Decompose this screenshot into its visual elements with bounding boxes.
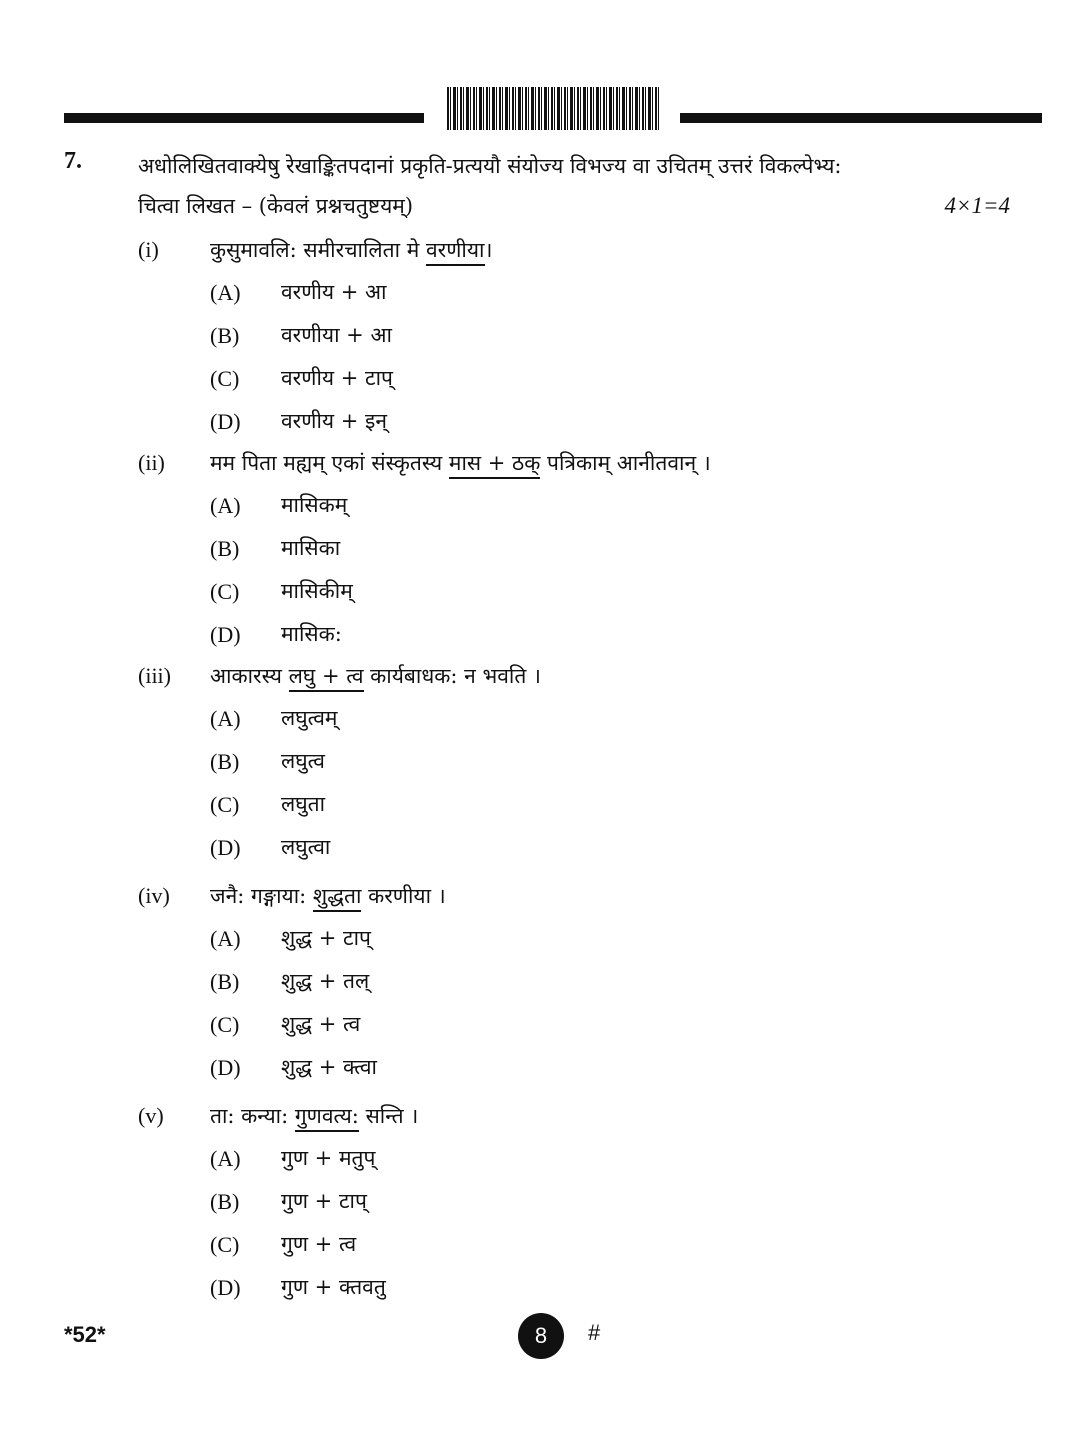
underlined-word: लघु + त्व [289,664,364,692]
subquestion-label: (v) [138,1103,164,1128]
option-text: गुण + क्तवतु [281,1275,386,1299]
subquestion-iii [138,655,1018,869]
option-text: गुण + टाप् [281,1189,367,1213]
option-label: (C) [210,366,240,391]
option-label: (A) [210,926,241,951]
hash-symbol: # [588,1320,601,1345]
underlined-word: मास + ठक् [449,451,540,479]
option-label: (C) [210,1012,240,1037]
subquestion-stem [138,655,1018,697]
subquestion-stem [138,442,1018,484]
sentence-before: आकारस्य [210,664,289,688]
option-text: लघुता [281,792,326,816]
sentence-before: कुसुमावलि: समीरचालिता मे [210,238,426,262]
option-text: वरणीय + आ [281,280,387,304]
subquestion-stem [138,229,1018,271]
option-label: (B) [210,323,240,348]
subquestion-label: (i) [138,237,159,262]
option-b[interactable] [138,740,1018,783]
option-text: गुण + त्व [281,1232,357,1256]
option-label: (B) [210,749,240,774]
subquestion-sentence [210,1095,418,1137]
option-text: लघुत्व [281,749,325,773]
sentence-after: पत्रिकाम् आनीतवान् । [540,451,711,475]
subquestion-sentence [210,229,492,271]
option-label: (B) [210,536,240,561]
subquestion-stem [138,875,1018,917]
subquestion-ii [138,442,1018,656]
instruction-line-2: चित्वा लिखत – (केवलं प्रश्नचतुष्टयम्) [138,194,414,218]
option-a[interactable] [138,271,1018,314]
option-text: लघुत्वा [281,835,331,859]
option-b[interactable] [138,960,1018,1003]
sentence-before: ता: कन्या: [210,1104,295,1128]
sentence-before: मम पिता मह्यम् एकां संस्कृतस्य [210,451,449,475]
option-text: मासिकम् [281,493,348,517]
option-text: मासिक: [281,622,342,646]
subquestion-v [138,1095,1018,1309]
option-label: (C) [210,792,240,817]
option-c[interactable] [138,1003,1018,1046]
option-d[interactable] [138,613,1018,656]
sentence-after: सन्ति । [358,1104,419,1128]
subquestion-sentence [210,442,711,484]
header-rule-right [680,113,1042,123]
underlined-word: शुद्धता [313,884,361,912]
option-text: शुद्ध + त्व [281,1012,361,1036]
option-label: (D) [210,409,241,434]
instruction-line-1: अधोलिखितवाक्येषु रेखाङ्कितपदानां प्रकृति-प्रत्ययौ संयोज्य विभज्य वा उचितम् उत्तरं विकल्पेभ्य: [138,154,842,178]
option-text: शुद्ध + टाप् [281,926,371,950]
page-number: 8 [534,1323,548,1348]
sentence-after: कार्यबाधक: न भवति । [363,664,541,688]
option-label: (C) [210,1232,240,1257]
option-b[interactable] [138,314,1018,357]
option-c[interactable] [138,1223,1018,1266]
question-number: 7. [64,148,82,174]
option-label: (D) [210,1055,241,1080]
header-rule-left [64,113,424,123]
option-label: (A) [210,706,241,731]
option-label: (D) [210,622,241,647]
option-a[interactable] [138,917,1018,960]
underlined-word: वरणीया [426,238,485,266]
sentence-after: । [484,238,493,262]
option-b[interactable] [138,527,1018,570]
subquestion-label: (iii) [138,663,171,688]
subquestion-label: (ii) [138,450,165,475]
option-label: (D) [210,835,241,860]
option-a[interactable] [138,1137,1018,1180]
option-text: शुद्ध + क्त्वा [281,1055,377,1079]
page-number-badge [518,1313,564,1359]
option-d[interactable] [138,826,1018,869]
option-b[interactable] [138,1180,1018,1223]
subquestion-i [138,229,1018,443]
subquestion-sentence [210,875,446,917]
paper-code: *52* [64,1322,106,1347]
option-label: (B) [210,969,240,994]
barcode-icon [447,87,661,130]
option-label: (A) [210,493,241,518]
subquestion-stem [138,1095,1018,1137]
option-c[interactable] [138,570,1018,613]
option-text: वरणीय + इन् [281,409,387,433]
option-text: मासिकीम् [281,579,353,603]
subquestion-label: (iv) [138,883,170,908]
option-a[interactable] [138,697,1018,740]
option-text: गुण + मतुप् [281,1146,376,1170]
sentence-after: करणीया । [361,884,446,908]
option-text: मासिका [281,536,341,560]
option-text: वरणीय + टाप् [281,366,393,390]
option-text: लघुत्वम् [281,706,338,730]
option-d[interactable] [138,400,1018,443]
option-d[interactable] [138,1266,1018,1309]
option-label: (C) [210,579,240,604]
option-label: (B) [210,1189,240,1214]
option-text: शुद्ध + तल् [281,969,370,993]
option-label: (A) [210,280,241,305]
option-label: (D) [210,1275,241,1300]
option-d[interactable] [138,1046,1018,1089]
subquestion-sentence [210,655,541,697]
option-c[interactable] [138,357,1018,400]
question-instruction [138,146,1018,226]
marks-allocation: 4×1=4 [944,193,1010,218]
subquestion-iv [138,875,1018,1089]
option-c[interactable] [138,783,1018,826]
sentence-before: जनै: गङ्गाया: [210,884,313,908]
option-label: (A) [210,1146,241,1171]
option-text: वरणीया + आ [281,323,392,347]
option-a[interactable] [138,484,1018,527]
underlined-word: गुणवत्य: [295,1104,359,1132]
